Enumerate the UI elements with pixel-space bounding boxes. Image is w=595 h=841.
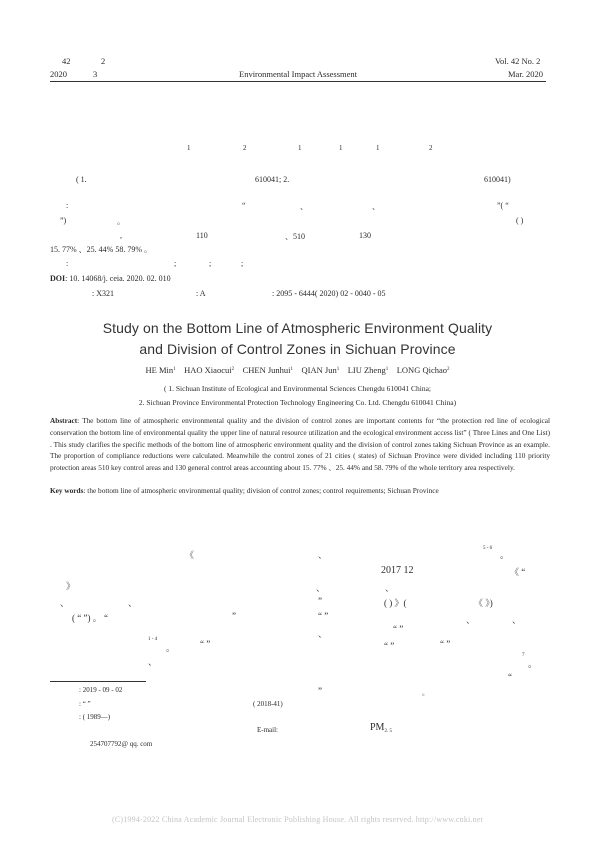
- body-frag: 、: [512, 615, 522, 625]
- doi-label: DOI: [50, 274, 66, 283]
- cn-affiliation-start: ( 1.: [76, 175, 87, 184]
- header-volume-cn: 42: [62, 56, 71, 66]
- header-date-en: Mar. 2020: [508, 69, 543, 79]
- body-frag: 、: [60, 598, 70, 608]
- cn-abstract-c1: 、: [300, 202, 308, 211]
- pm-text: PM: [370, 722, 385, 733]
- header-volume-en: Vol. 42 No. 2: [495, 56, 541, 66]
- abstract: [50, 415, 550, 474]
- author-name: LIU Zheng: [347, 365, 386, 375]
- cn-keywords-sep-1: ;: [174, 259, 177, 268]
- document-code: : A: [196, 289, 206, 298]
- body-frag: 《 “: [510, 567, 526, 577]
- body-frag: ( ) 》(: [384, 598, 407, 608]
- author-name: HE Min: [145, 365, 174, 375]
- keywords-text: : the bottom line of atmospheric environmental quality; division of control zones; control requirements; Sichuan Province: [83, 486, 439, 495]
- clc-number: : X321: [92, 289, 114, 298]
- title-line-1: Study on the Bottom Line of Atmospheric Environment Quality: [102, 320, 493, 336]
- author-affil: 1: [385, 367, 389, 372]
- cn-abstract-c2: 、: [372, 202, 380, 211]
- author-affil: 1: [290, 367, 294, 372]
- article-id: : 2095 - 6444( 2020) 02 - 0040 - 05: [272, 289, 386, 298]
- affiliation-2: 2. Sichuan Province Environmental Protection Technology Engineering Co. Ltd. Chengdu 610041 China): [138, 398, 457, 407]
- body-citation: 5 - 6: [483, 546, 493, 551]
- author-mark-1: 1: [187, 144, 191, 152]
- affiliation-1: ( 1. Sichuan Institute of Ecological and Environmental Sciences Chengdu 610041 China;: [163, 384, 432, 393]
- cn-abstract-colon: :: [66, 201, 69, 210]
- footnote-email-label: E-mail:: [257, 726, 278, 734]
- cn-abstract-q2: ”( “: [497, 201, 509, 210]
- footnote-received: : 2019 - 09 - 02: [79, 686, 123, 694]
- body-frag: 《 》): [474, 598, 493, 608]
- body-frag: “ ”: [384, 641, 395, 651]
- footnote-fund-number: ( 2018-41): [253, 700, 283, 708]
- header-month-cn: 3: [93, 69, 98, 79]
- keywords-label: Key words: [50, 486, 84, 495]
- body-frag: 、: [318, 629, 328, 639]
- footnote-email: 254707792@ qq. com: [90, 740, 153, 748]
- author-affil: 1: [173, 367, 176, 372]
- author-name: CHEN Junhui: [242, 365, 291, 375]
- body-frag: 、: [128, 598, 138, 608]
- body-frag: 、: [385, 583, 395, 593]
- footnote-rule: [50, 681, 146, 682]
- doi-value: : 10. 14068/j. ceia. 2020. 02. 010: [65, 274, 171, 283]
- cn-abstract-percentages: 15. 77% 、25. 44% 58. 79% 。: [50, 245, 152, 254]
- body-frag: “ ”: [200, 639, 211, 649]
- body-frag: “ ”: [318, 611, 329, 621]
- cn-keywords-sep-2: ;: [209, 259, 212, 268]
- copyright-footer: (C)1994-2022 China Academic Journal Electronic Publishing House. All rights reserved. http://www.cnki.net: [111, 815, 484, 824]
- pm-subscript: 2. 5: [384, 729, 392, 734]
- author-mark-3: 1: [298, 144, 302, 152]
- body-frag: 。: [422, 689, 429, 697]
- cn-abstract-q1: “: [242, 201, 246, 210]
- author-affil: 1: [336, 367, 340, 372]
- body-citation: 7: [522, 653, 525, 658]
- body-frag: 。: [166, 643, 176, 653]
- cn-abstract-l2b: 。: [117, 217, 125, 226]
- cn-affiliation-mid: 610041; 2.: [255, 175, 290, 184]
- body-frag: 《: [185, 550, 195, 560]
- header-journal-en: Environmental Impact Assessment: [239, 69, 358, 79]
- body-frag: 。: [500, 550, 510, 560]
- title-line-2: and Division of Control Zones in Sichuan Province: [139, 341, 456, 357]
- body-frag: 。: [528, 659, 538, 669]
- cn-abstract-l3c: 、510: [285, 232, 305, 241]
- body-frag: ”: [318, 686, 322, 696]
- author-mark-2: 2: [243, 144, 247, 152]
- body-frag: ( “ ”) 。 “: [72, 613, 108, 623]
- cn-keywords-sep-3: ;: [241, 259, 244, 268]
- author-mark-5: 1: [376, 144, 380, 152]
- body-frag: “ ”: [440, 639, 451, 649]
- author-affil: 2: [231, 367, 235, 372]
- body-frag: 》: [66, 581, 76, 591]
- keywords: [50, 485, 550, 497]
- body-frag: ”: [318, 596, 322, 606]
- author-name: LONG Qichao: [396, 365, 447, 375]
- author-mark-6: 2: [429, 144, 433, 152]
- cn-abstract-l2c: ( ): [516, 216, 524, 225]
- body-frag: “ ”: [393, 624, 404, 634]
- author-mark-4: 1: [339, 144, 343, 152]
- header-year-cn: 2020: [50, 69, 67, 79]
- abstract-text: : The bottom line of atmospheric environmental quality and the division of control zones are important contents for “the protection red line of ecological conservation the bottom line of environmental quality the upper line of natural resource utilization and the ecological environment access list” ( Three Lines and One List) . This study clarifies the specific methods of the bottom line of atmospheric environment quality and the division of control zones taking Sichuan Province as an example. The proportion of compliance reductions were calculated. Meanwhile the control zones of 21 cities ( states) of Sichuan Province were divided including 110 priority protection areas 510 key control areas and 130 general control areas accounting about 15. 77% 、25. 44% and 58. 79% of the whole territory area respectively.: [50, 416, 550, 473]
- body-frag: 、: [148, 657, 158, 667]
- cn-abstract-l3d: 130: [359, 231, 371, 240]
- pm25-label: [370, 722, 392, 734]
- cn-keywords-colon: :: [66, 259, 69, 268]
- body-frag: ”: [232, 611, 236, 621]
- author-name: HAO Xiaocui: [184, 365, 232, 375]
- body-frag: 、: [318, 550, 328, 560]
- header-issue-cn: 2: [101, 56, 106, 66]
- author-name: QIAN Jun: [301, 365, 337, 375]
- footnote-author-bio: : ( 1989—): [79, 713, 111, 721]
- abstract-label: Abstract: [50, 416, 78, 425]
- cn-abstract-l2a: ”): [60, 216, 67, 225]
- body-frag: 、: [316, 583, 326, 593]
- body-frag: “: [508, 672, 512, 682]
- cn-abstract-l3a: ,: [120, 231, 122, 240]
- footnote-fund: : “ ”: [79, 700, 91, 708]
- author-affil: 2: [447, 367, 450, 372]
- body-frag: 、: [466, 615, 476, 625]
- author-list: [0, 365, 595, 375]
- header-rule: [50, 81, 546, 82]
- body-citation: 1 - 4: [148, 637, 158, 642]
- cn-abstract-l3b: 110: [196, 231, 208, 240]
- cn-affiliation-end: 610041): [484, 175, 511, 184]
- body-frag: 2017 12: [381, 565, 414, 576]
